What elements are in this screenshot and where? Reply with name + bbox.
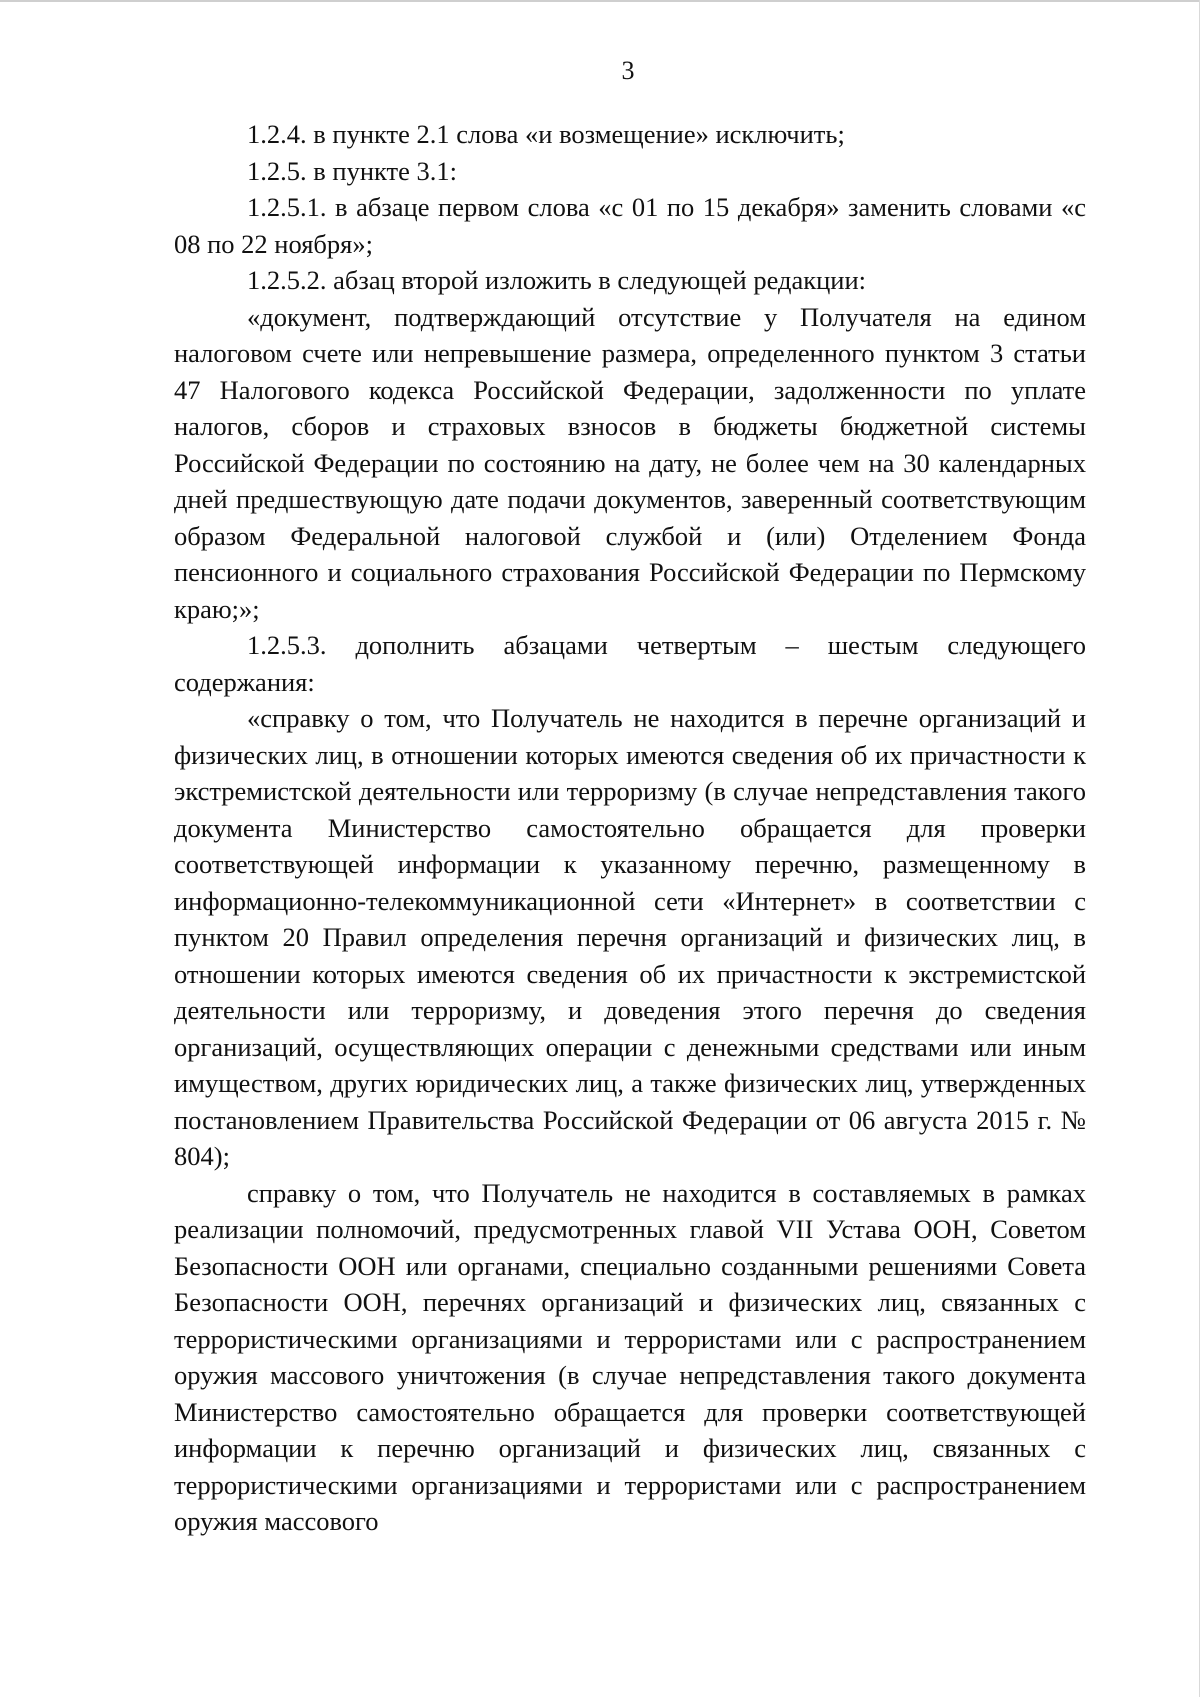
paragraph-extremism-certificate: «справку о том, что Получатель не находится в перечне организаций и физических лиц, в отношении которых имеются сведения об их причастности к экстремистской деятельности или терроризму (в случае непредставления такого документа Министерство самостоятельно обращается для проверки соответствующей информации к указанному перечню, размещенному в информационно-телекоммуникационной сети «Интернет» в соответствии с пунктом 20 Правил определения перечня организаций и физических лиц, в отношении которых имеются сведения об их причастности к экстремистской деятельности или терроризму, и доведения этого перечня до сведения организаций, осуществляющих операции с денежными средствами или иным имуществом, других юридических лиц, а также физических лиц, утвержденных постановлением Правительства Российской Федерации от 06 августа 2015 г. № 804); <box>174 703 1086 1171</box>
document-body <box>174 116 1086 1540</box>
scan-edge-top <box>0 0 1200 2</box>
paragraph-quoted-document: «документ, подтверждающий отсутствие у Получателя на едином налоговом счете или непревышение размера, определенного пунктом 3 статьи 47 Налогового кодекса Российской Федерации, задолженности по уплате налогов, сборов и страховых взносов в бюджеты бюджетной системы Российской Федерации по состоянию на дату, не более чем на 30 календарных дней предшествующую дате подачи документов, заверенный соответствующим образом Федеральной налоговой службой и (или) Отделением Фонда пенсионного и социального страхования Российской Федерации по Пермскому краю;»; <box>174 301 1086 624</box>
paragraph-1-2-4: 1.2.4. в пункте 2.1 слова «и возмещение» исключить; <box>247 119 845 149</box>
paragraph-1-2-5-3: 1.2.5.3. дополнить абзацами четвертым – шестым следующего содержания: <box>174 630 1086 697</box>
paragraph-1-2-5: 1.2.5. в пункте 3.1: <box>247 155 457 186</box>
paragraph-1-2-5-2: 1.2.5.2. абзац второй изложить в следующей редакции: <box>247 265 867 295</box>
paragraph-un-certificate: справку о том, что Получатель не находится в составляемых в рамках реализации полномочий, предусмотренных главой VII Устава ООН, Советом Безопасности ООН или органами, специально созданными решениями Совета Безопасности ООН, перечнях организаций и физических лиц, связанных с террористическими организациями и террористами или с распространением оружия массового уничтожения (в случае непредставления такого документа Министерство самостоятельно обращается для проверки соответствующей информации к перечню организаций и физических лиц, связанных с террористическими организациями и террористами или с распространением оружия массового <box>174 1177 1086 1536</box>
paragraph-1-2-5-1: 1.2.5.1. в абзаце первом слова «с 01 по 15 декабря» заменить словами «с 08 по 22 ноября»; <box>174 192 1086 259</box>
page-number: 3 <box>621 56 635 85</box>
